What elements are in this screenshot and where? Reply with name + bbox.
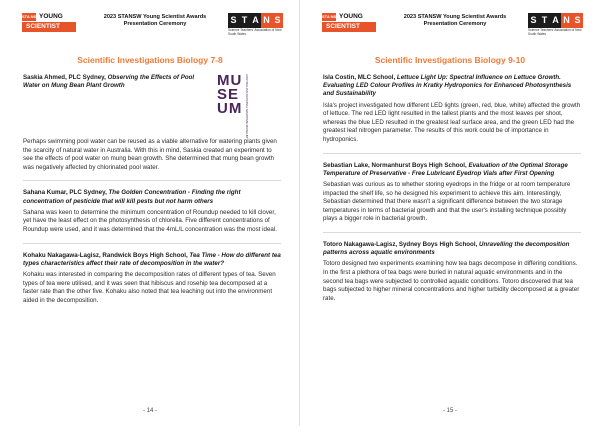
- entry-heading: [23, 74, 211, 90]
- museum-logo-line: MU: [217, 72, 243, 89]
- section-title: Scientific Investigations Biology 9-10: [374, 55, 526, 65]
- entry-heading: [323, 241, 581, 257]
- stansw-letter: A: [250, 13, 261, 28]
- entry-body: Sahana was keen to determine the minimum concentration of Roundup needed to kill clover, yet have the least effect on the photosynthesis of chlorella. Five different concentrations of Roundup were used, and it was determined that the 4mL/L concentration was the most ideal.: [23, 208, 277, 233]
- entry-body: Totoro designed two experiments examining how tea bags decompose in differing conditions. In the first a plethora of tea bags were buried in natural aquatic environments and in the second tea bags were subjected to controlled aquatic conditions. Totoro discovered that tea bags subjected to higher mineral concentrations and higher turbidity decomposed at a greater rate.: [323, 260, 580, 302]
- ys-scientist-label: SCIENTIST: [22, 22, 76, 32]
- entry-heading: [23, 252, 281, 268]
- entry: [323, 74, 581, 154]
- entry: [23, 74, 281, 181]
- stansw-tagline: Science Teachers' Association of New South Wales: [528, 28, 582, 36]
- ys-mini-label: STA NSW: [322, 14, 340, 19]
- entry-author: Sahana Kumar, PLC Sydney,: [23, 189, 109, 197]
- entries-list: [23, 74, 281, 321]
- stansw-letter: S: [228, 13, 239, 28]
- entry-heading: [323, 162, 581, 178]
- stansw-letter: A: [550, 13, 561, 28]
- header-line2: Presentation Ceremony: [123, 21, 187, 27]
- entry: [23, 252, 281, 314]
- stansw-letter: N: [561, 13, 572, 28]
- header-line1: 2023 STANSW Young Scientist Awards: [103, 14, 207, 20]
- entry: [23, 189, 281, 243]
- young-scientist-logo: [322, 13, 386, 38]
- entry: [323, 162, 581, 233]
- entry-title: Tea Time - How do different tea types characteristics affect their rate of decomposition in the water?: [23, 251, 281, 267]
- entry-title: Evaluation of the Optimal Storage Temperature of Preservative - Free Lubricant Eyedrop Vials after First Opening: [323, 161, 568, 177]
- entry-author: Kohaku Nakagawa-Lagisz, Randwick Boys High School,: [23, 251, 190, 259]
- stansw-logo: [528, 13, 586, 39]
- ys-young-label: YOUNG: [39, 13, 63, 20]
- entry-title: The Golden Concentration - Finding the right concentration of pesticide that will kill pests but not harm others: [23, 189, 241, 205]
- young-scientist-logo: [22, 13, 86, 38]
- entry-heading: [323, 74, 581, 99]
- stansw-letter: S: [528, 13, 539, 28]
- entry-body: Sebastian was curious as to whether storing eyedrops in the fridge or at room temperature impacted the shelf life, so he designed his experiment to achieve this aim. Interestingly, Sebastian determined that there wasn't a significant difference between the two storage temperatures in terms of bacterial growth and that the user's installing technique possibly plays a bigger role in bacterial growth.: [323, 180, 571, 223]
- museum-logo-line: SE: [217, 86, 240, 103]
- right-page: [300, 0, 600, 426]
- header-line2: Presentation Ceremony: [423, 21, 487, 27]
- stansw-letter: S: [572, 13, 583, 28]
- stansw-letter: N: [261, 13, 272, 28]
- page-number: - 14 -: [142, 408, 157, 414]
- entry-author: Saskia Ahmed, PLC Sydney,: [23, 74, 108, 81]
- entry-author: Totoro Nakagawa-Lagisz, Sydney Boys High School,: [323, 240, 479, 248]
- stansw-letter: T: [539, 13, 550, 28]
- museum-logo-side: AUSTRALIAN NATIONAL MARITIME MUSEUM: [244, 74, 249, 139]
- entry-body: Kohaku was interested in comparing the decomposition rates of different types of tea. Seven types of tea were utilised, and it was seen that hibiscus and rosehip tea decomposed at a faster rate than the other five. Kohaku also noted that tea leaching out into the environment aided in the decomposition.: [23, 270, 276, 304]
- ys-scientist-label: SCIENTIST: [322, 22, 376, 32]
- header-line1: 2023 STANSW Young Scientist Awards: [403, 14, 507, 20]
- ys-mini-label: STA NSW: [22, 14, 40, 19]
- section-title: Scientific Investigations Biology 7-8: [77, 55, 223, 65]
- header-title: [90, 14, 220, 28]
- entry-title: Observing the Effects of Pool Water on Mung Bean Plant Growth: [23, 74, 195, 90]
- header-title: [390, 14, 520, 28]
- entry-author: Isla Costin, MLC School,: [323, 74, 397, 81]
- museum-logo: [217, 74, 281, 138]
- stansw-letter: T: [239, 13, 250, 28]
- ys-young-label: YOUNG: [339, 13, 363, 20]
- page-number: - 15 -: [442, 408, 457, 414]
- entry-heading: [23, 189, 281, 205]
- stansw-letter: S: [272, 13, 283, 28]
- entry-title: Lettuce Light Up: Spectral Influence on Lettuce Growth. Evaluating LED Colour Profiles in Kratky Hydroponics for Enhanced Photosynthesis and Sustainability: [323, 74, 572, 98]
- entry-body: Perhaps swimming pool water can be reused as a viable alternative for watering plants given the scarcity of natural water in Australia. With this in mind, Saskia created an experiment to see the effects of pool water on mung bean growth. She determined that mung bean growth was negatively affected by chlorinated pool water.: [23, 138, 277, 171]
- stansw-logo: [228, 13, 286, 39]
- entry: [323, 241, 581, 311]
- stansw-tagline: Science Teachers' Association of New South Wales: [228, 28, 282, 36]
- entry-body: Isla's project investigated how different LED lights (green, red, blue, white) affected the growth of lettuce. The red LED light resulted in the tallest plants and the most leaves per shoot, whereas the blue LED resulted in the greatest leaf surface area, and the green LED had the greatest leaf nitrogen parameter. The results of this work could be of importance in hydroponics.: [323, 101, 581, 143]
- entries-list: [323, 74, 581, 319]
- entry-author: Sebastian Lake, Normanhurst Boys High School,: [323, 161, 469, 169]
- museum-logo-line: UM: [217, 100, 243, 117]
- entry-title: Unravelling the decomposition patterns across aquatic environments: [323, 240, 570, 257]
